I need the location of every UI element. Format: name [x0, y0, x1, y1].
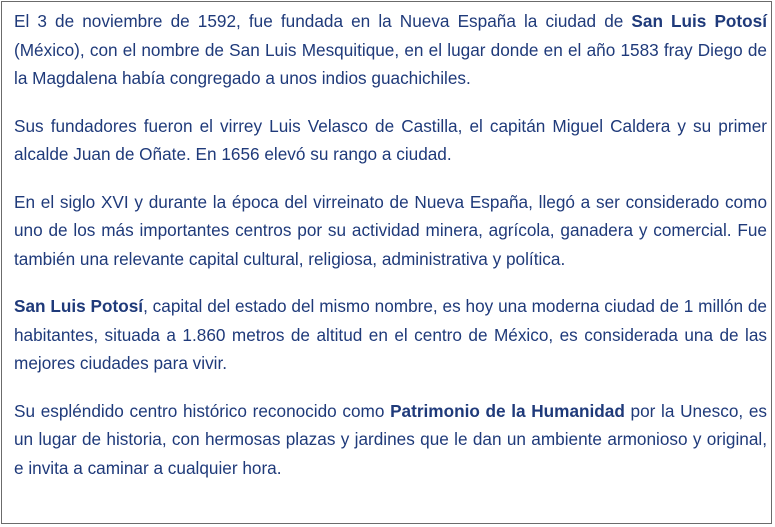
heritage-bold: Patrimonio de la Humanidad [390, 400, 625, 421]
paragraph-history [14, 188, 767, 274]
paragraph-text: El 3 de noviembre de 1592, fue fundada en la Nueva España la ciudad de [14, 11, 632, 31]
city-name-bold: San Luis Potosí [631, 11, 767, 31]
paragraph-text: (México), con el nombre de San Luis Mesquitique, en el lugar donde en el año 1583 fray Diego de la Magdalena había congregado a unos indios guachichiles. [14, 39, 767, 88]
paragraph-heritage [14, 397, 767, 483]
paragraph-text: por la Unesco, es un lugar de historia, con hermosas plazas y jardines que le dan un ambiente armonioso y original, e invita a caminar a cualquier hora. [14, 400, 767, 478]
paragraph-text: En el siglo XVI y durante la época del virreinato de Nueva España, llegó a ser considerado como uno de los más importantes centros por su actividad minera, agrícola, ganadera y comercial. Fue también una relevante capital cultural, religiosa, administrativa y política. [14, 191, 767, 269]
paragraph-text: , capital del estado del mismo nombre, es hoy una moderna ciudad de 1 millón de habitantes, situada a 1.860 metros de altitud en el centro de México, es considerada una de las mejores ciudades para vivir. [14, 296, 767, 373]
paragraph-founders [14, 112, 767, 169]
document-body [14, 7, 767, 482]
paragraph-text: Su espléndido centro histórico reconocido como [14, 400, 391, 421]
paragraph-today [14, 292, 767, 378]
paragraph-text: Sus fundadores fueron el virrey Luis Velasco de Castilla, el capitán Miguel Caldera y su primer alcalde Juan de Oñate. En 1656 elevó su rango a ciudad. [14, 115, 767, 164]
paragraph-founding [14, 7, 767, 93]
document-page [1, 1, 772, 524]
city-name-bold: San Luis Potosí [14, 296, 144, 316]
